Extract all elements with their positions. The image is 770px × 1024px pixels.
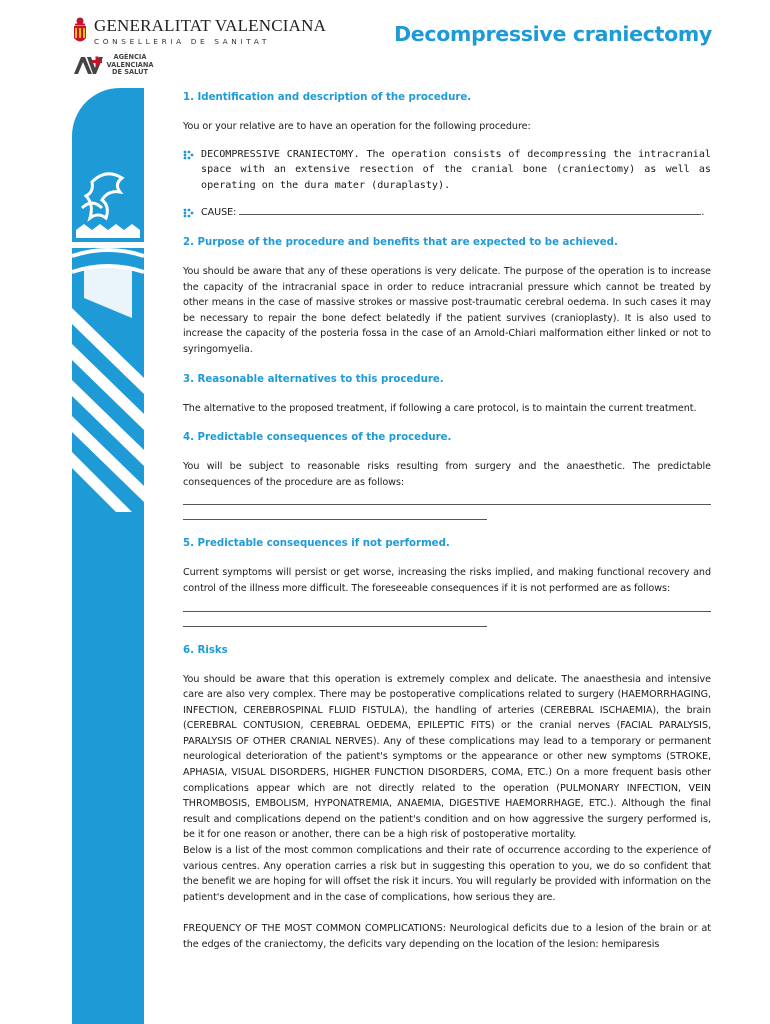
not-performed-line-1[interactable]: [183, 597, 711, 612]
section-heading-1: 1. Identification and description of the procedure.: [183, 92, 472, 103]
agency-logo: [72, 54, 192, 80]
consequences-line-2[interactable]: [183, 505, 487, 520]
section-heading-4: 4. Predictable consequences of the procedure.: [183, 432, 452, 444]
agency-line-1: AGÈNCIA: [113, 53, 147, 61]
risks-paragraph-2: Below is a list of the most common complications and their rate of occurrence according to the experience of various centres. Any operation carries a risk but in suggesting this operation to you, we do so confident that the benefit we are hoping for will offset the risk it incurs. You will regularly be provided with information on the patient's development and in the case of complications, how serious they are.: [183, 845, 711, 903]
sidebar-band: [72, 88, 198, 1024]
org-subtitle: CONSELLERIA DE SANITAT: [94, 37, 270, 46]
agency-name: [106, 54, 154, 77]
emblem-watermark-icon: [72, 168, 144, 528]
section-heading-5: 5. Predictable consequences if not performed.: [183, 538, 450, 550]
not-performed-line-2[interactable]: [183, 612, 487, 627]
consequences-line-1[interactable]: [183, 490, 711, 505]
procedure-bullet: [183, 147, 711, 194]
section-3-text: The alternative to the proposed treatment, if following a care protocol, is to maintain the current treatment.: [183, 402, 697, 414]
section-1-intro: You or your relative are to have an operation for the following procedure:: [183, 121, 531, 132]
section-5-text: Current symptoms will persist or get worse, increasing the risks implied, and making functional recovery and control of the illness more difficult. The foreseeable consequences if it is not performed are as follows:: [183, 567, 711, 594]
bullet-icon: [183, 150, 195, 160]
section-heading-2: 2. Purpose of the procedure and benefits that are expected to be achieved.: [183, 236, 618, 248]
generalitat-logo: [72, 16, 327, 50]
cause-label: CAUSE:: [201, 207, 237, 219]
section-2-text: You should be aware that any of these operations is very delicate. The purpose of the operation is to increase the capacity of the intracranial space in order to reduce intracranial pressure which cannot be treated by other means in the case of massive strokes or massive post-traumatic cerebral oedema. In such cases it may be necessary to repair the bone defect belatedly if the patient survives (cranioplasty). It is also used to increase the capacity of the posteria fossa in the case of an Arnold-Chiari malformation either linked or not to syringomyelia.: [183, 265, 711, 355]
agency-line-3: DE SALUT: [112, 68, 148, 77]
avs-logo-icon: [72, 54, 104, 78]
agency-line-2: VALENCIANA: [106, 60, 154, 69]
risks-paragraph-3: FREQUENCY OF THE MOST COMMON COMPLICATIONS: Neurological deficits due to a lesion of the brain or at the edges of the craniectomy, the deficits vary depending on the location of the lesion: hemiparesis: [183, 923, 711, 950]
cause-field[interactable]: [201, 205, 711, 221]
document-body: [183, 92, 711, 953]
procedure-description: DECOMPRESSIVE CRANIECTOMY. The operation consists of decompressing the intracranial space with an extensive resection of the cranial bone (craniectomy) as well as operating on the dura mater (duraplasty).: [201, 148, 711, 191]
cause-end: .: [701, 207, 705, 219]
section-heading-6: 6. Risks: [183, 644, 228, 656]
cause-blank-line[interactable]: [239, 205, 701, 215]
coat-of-arms-icon: [72, 16, 88, 46]
section-heading-3: 3. Reasonable alternatives to this procedure.: [183, 373, 444, 385]
bullet-icon: [183, 208, 195, 218]
risks-paragraph-1: You should be aware that this operation is extremely complex and delicate. The anaesthesia and intensive care are also very complex. There may be postoperative complications related to surgery (HAEMORRHAGING, INFECTION, CEREBROSPINAL FLUID FISTULA), the handling of arteries (CEREBRAL ISCHAEMIA), the brain (CEREBRAL CONTUSION, CEREBRAL OEDEMA, EPILEPTIC FITS) or the cranial nerves (FACIAL PARALYSIS, PARALYSIS OF OTHER CRANIAL NERVES). Any of these complications may lead to a temporary or permanent neurological deterioration of the patient's symptoms or the appearance or other new symptoms (STROKE, APHASIA, VISUAL DISORDERS, HIGHER FUNCTION DISORDERS, COMA, ETC.) On a more frequent basis other complications appear which are not directly related to the operation (PULMONARY INFECTION, VEIN THROMBOSIS, EMBOLISM, HYPONATREMIA, ANAEMIA, DIGESTIVE HAEMORRHAGE, ETC.). Although the final result and complications depend on the patient's condition and on how aggressive the surgery performed is, be it for one reason or another, there can be a high risk of postoperative mortality.: [183, 673, 711, 841]
section-4-text: You will be subject to reasonable risks resulting from surgery and the anaesthetic. The predictable consequences of the procedure are as follows:: [183, 461, 711, 488]
department-label: NEUROSURGERY: [180, 835, 198, 980]
cause-bullet: [183, 205, 711, 221]
org-name: GENERALITAT VALENCIANA: [94, 16, 327, 35]
document-title: Decompressive craniectomy: [394, 22, 712, 46]
